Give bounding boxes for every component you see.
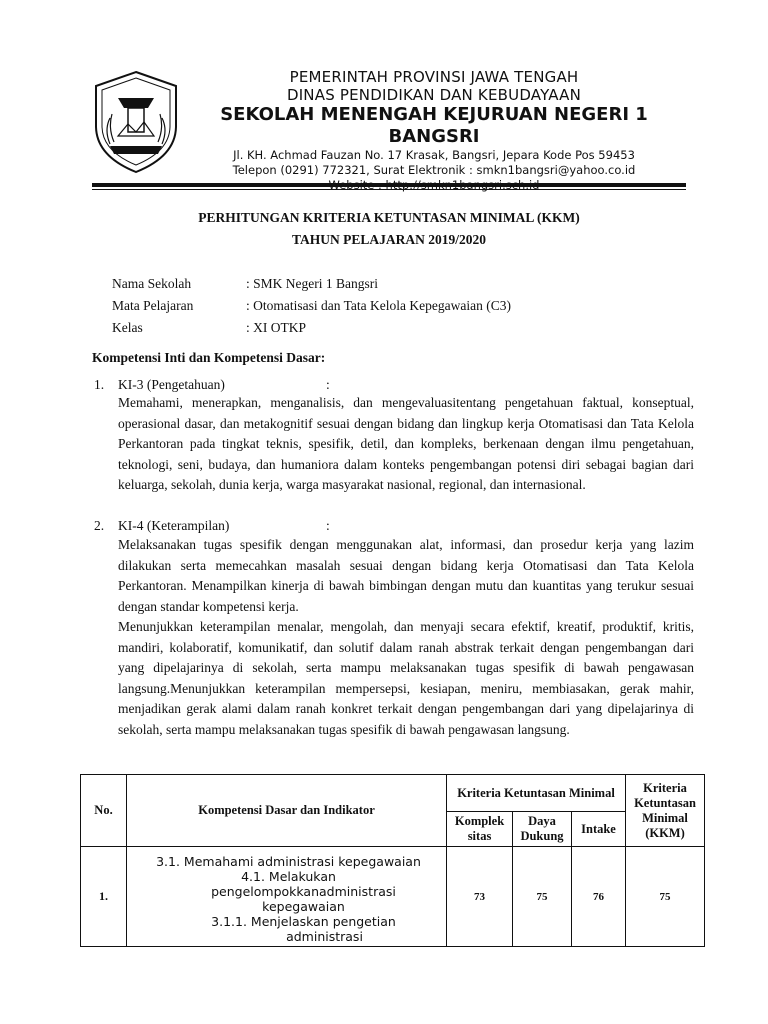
- school-contact: Telepon (0291) 772321, Surat Elektronik : smkn1bangsri@yahoo.co.id: [232, 163, 636, 177]
- value-intake: 76: [572, 847, 626, 947]
- header-kriteria: Kriteria Ketuntasan Minimal: [447, 775, 626, 812]
- school-address: Jl. KH. Achmad Fauzan No. 17 Krasak, Bangsri, Jepara Kode Pos 59453: [233, 148, 635, 162]
- value-kompleksitas: 73: [447, 847, 513, 947]
- ki-colon: :: [326, 518, 330, 533]
- kkm-table: [80, 774, 705, 947]
- document-subtitle: TAHUN PELAJARAN 2019/2020: [291, 232, 486, 247]
- document-title: PERHITUNGAN KRITERIA KETUNTASAN MINIMAL (KKM): [198, 210, 580, 225]
- info-row-class: [112, 319, 682, 337]
- header-kompleksitas: Komplek sitas: [447, 812, 513, 847]
- info-label: Nama Sekolah: [112, 276, 192, 291]
- info-row-subject: [112, 297, 682, 315]
- info-label: Kelas: [112, 320, 143, 335]
- header-daya-dukung: Daya Dukung: [513, 812, 572, 847]
- content-line: pengelompokkanadministrasi: [211, 883, 396, 899]
- content-line: 3.1. Memahami administrasi kepegawaian: [156, 853, 421, 869]
- content-line: 4.1. Melakukan: [241, 868, 336, 884]
- content-line: kepegawaian: [262, 898, 345, 914]
- ki-paragraph: Melaksanakan tugas spesifik dengan menggunakan alat, informasi, dan prosedur kerja yang lazim dilakukan serta memecahkan masalah sesuai dengan bidang kerja Otomatisasi dan Tata Kelola Perkantoran. Menampilkan kinerja di bawah bimbingan dengan mutu dan kuantitas yang terukur sesuai dengan standar kompetensi kerja.: [118, 537, 694, 614]
- letterhead-divider-thick: [92, 183, 686, 187]
- ki-number: 2.: [94, 518, 105, 533]
- ki-paragraph: Memahami, menerapkan, menganalisis, dan mengevaluasitentang pengetahuan faktual, konseptual, operasional dasar, dan metakognitif sesuai dengan bidang dan lingkup kerja Otomatisasi dan Tata Kelola Perkantoran pada tingkat teknis, spesifik, detil, dan kompleks, berkenaan dengan ilmu pengetahuan, teknologi, seni, budaya, dan humaniora dalam konteks pengembangan potensi diri sebagai bagian dari keluarga, sekolah, dunia kerja, warga masyarakat nasional, regional, dan internasional.: [118, 395, 694, 492]
- info-row-school: [112, 275, 682, 293]
- ki-title: KI-4 (Keterampilan): [118, 518, 230, 533]
- row-number: 1.: [81, 847, 127, 947]
- value-daya-dukung: 75: [513, 847, 572, 947]
- school-name: SEKOLAH MENENGAH KEJURUAN NEGERI 1 BANGSRI: [220, 104, 648, 147]
- header-no: No.: [81, 775, 127, 847]
- info-value: : SMK Negeri 1 Bangsri: [246, 276, 378, 291]
- row-content: [127, 847, 447, 947]
- ki-paragraph: Menunjukkan keterampilan menalar, mengolah, dan menyaji secara efektif, kreatif, produktif, kritis, mandiri, kolaboratif, komunikatif, dan solutif dalam ranah abstrak terkait dengan pengembangan dari yang dipelajarinya di sekolah, serta mampu melaksanakan tugas spesifik di bawah pengawasan langsung.Menunjukkan keterampilan mempersepsi, kesiapan, meniru, membiasakan, gerak mahir, menjadikan gerak alami dalam ranah konkret terkait dengan pengembangan dari yang dipelajarinya di sekolah, serta mampu melaksanakan tugas spesifik di bawah pengawasan langsung.: [118, 619, 694, 737]
- ki-number: 1.: [94, 377, 105, 392]
- ki-title: KI-3 (Pengetahuan): [118, 377, 225, 392]
- letterhead-text: [184, 68, 684, 193]
- info-value: : XI OTKP: [246, 320, 306, 335]
- content-line: administrasi: [286, 928, 363, 944]
- letterhead: [88, 60, 688, 180]
- central-java-emblem-icon: [88, 68, 184, 176]
- content-line: 3.1.1. Menjelaskan pengetian: [211, 913, 396, 929]
- department-name: DINAS PENDIDIKAN DAN KEBUDAYAAN: [286, 86, 582, 104]
- government-name: PEMERINTAH PROVINSI JAWA TENGAH: [289, 68, 579, 86]
- info-value: : Otomatisasi dan Tata Kelola Kepegawaian (C3): [246, 298, 511, 313]
- ki-colon: :: [326, 377, 330, 392]
- value-kkm: 75: [626, 847, 705, 947]
- section-heading: Kompetensi Inti dan Kompetensi Dasar:: [92, 350, 326, 365]
- table-header-row: [81, 775, 705, 812]
- table-row: [81, 847, 705, 947]
- header-kd: Kompetensi Dasar dan Indikator: [127, 775, 447, 847]
- header-kkm: Kriteria Ketuntasan Minimal (KKM): [626, 775, 705, 847]
- header-intake: Intake: [572, 812, 626, 847]
- letterhead-divider-thin: [92, 189, 686, 190]
- info-label: Mata Pelajaran: [112, 298, 194, 313]
